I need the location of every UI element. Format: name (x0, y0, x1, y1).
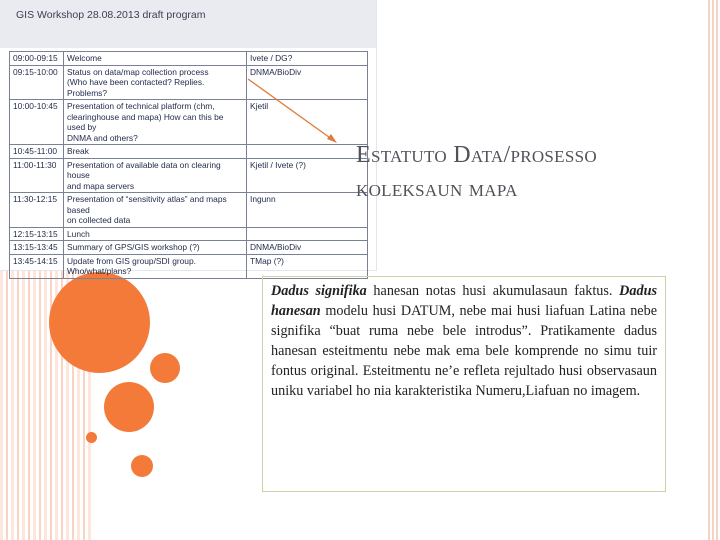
agenda-time: 09:00-09:15 (10, 52, 64, 66)
body-text-box (262, 276, 666, 492)
body-text-1: hanesan notas husi akumulasaun faktus. (366, 283, 620, 299)
agenda-time: 10:00-10:45 (10, 100, 64, 145)
agenda-time: 12:15-13:15 (10, 227, 64, 241)
agenda-presenter: Kjetil (247, 100, 368, 145)
agenda-topic-line: Break (67, 146, 89, 156)
agenda-topic-line: Welcome (67, 53, 102, 63)
body-text-2: modelu husi DATUM, nebe mai husi liafuan Latina nebe signifika “buat ruma nebe bele introdus”. Pratikamente dadus hanesan esteitmentu nebe mak ema bele komprende no simu tuir fontus original. Esteitmentu ne’e refleta rejultado husi observasaun uniku variabel ho nia karakteristika Numeru,Liafuan no imagem. (271, 303, 657, 399)
term-dadus-hanesan: Dadus hanesan (271, 283, 657, 319)
arrow-line (248, 79, 333, 140)
agenda-topic-line: Presentation of technical platform (chm, (67, 101, 215, 111)
slide-title (356, 138, 716, 206)
agenda-topic-line: Presentation of “sensitivity atlas” and maps based (67, 194, 227, 215)
agenda-topic-line: Lunch (67, 228, 90, 239)
agenda-topic-line: Who/what/plans? (67, 266, 132, 276)
arrow-head (327, 134, 337, 143)
agenda-topic-line: and mapa servers (67, 180, 135, 191)
agenda-topic-line: on collected data (67, 215, 131, 225)
agenda-time: 11:00-11:30 (10, 158, 64, 193)
agenda-presenter: Ingunn (247, 193, 368, 228)
agenda-time: 09:15-10:00 (10, 65, 64, 100)
agenda-presenter: Ivete / DG? (247, 52, 368, 66)
slide-title-line-2: koleksaun mapa (356, 176, 518, 202)
scan-title: GIS Workshop 28.08.2013 draft program (16, 9, 206, 21)
agenda-presenter: Kjetil / Ivete (?) (247, 158, 368, 193)
agenda-time: 13:45-14:15 (10, 254, 64, 278)
agenda-time: 11:30-12:15 (10, 193, 64, 228)
agenda-topic-line: clearinghouse and mapa) How can this be used by (67, 111, 224, 132)
agenda-time: 13:15-13:45 (10, 241, 64, 255)
agenda-topic-line: DNMA and others? (67, 132, 138, 143)
agenda-time: 10:45-11:00 (10, 145, 64, 159)
agenda-topic-line: Presentation of available data on clearing house (67, 159, 221, 180)
agenda-presenter: DNMA/BioDiv (247, 241, 368, 255)
agenda-topic-line: (Who have been contacted? Replies. Problems? (67, 77, 205, 98)
agenda-topic-line: Summary of GPS/GIS workshop (?) (67, 242, 200, 252)
agenda-presenter: TMap (?) (247, 254, 368, 278)
agenda-topic-line: Status on data/map collection process (67, 66, 209, 77)
agenda-topic-line: Update from GIS group/SDI group. (67, 255, 196, 266)
term-dadus-signifika: Dadus signifika (271, 283, 367, 299)
slide-title-line-1: Estatuto Data/prosesso (356, 142, 597, 168)
agenda-presenter: DNMA/BioDiv (247, 65, 368, 100)
